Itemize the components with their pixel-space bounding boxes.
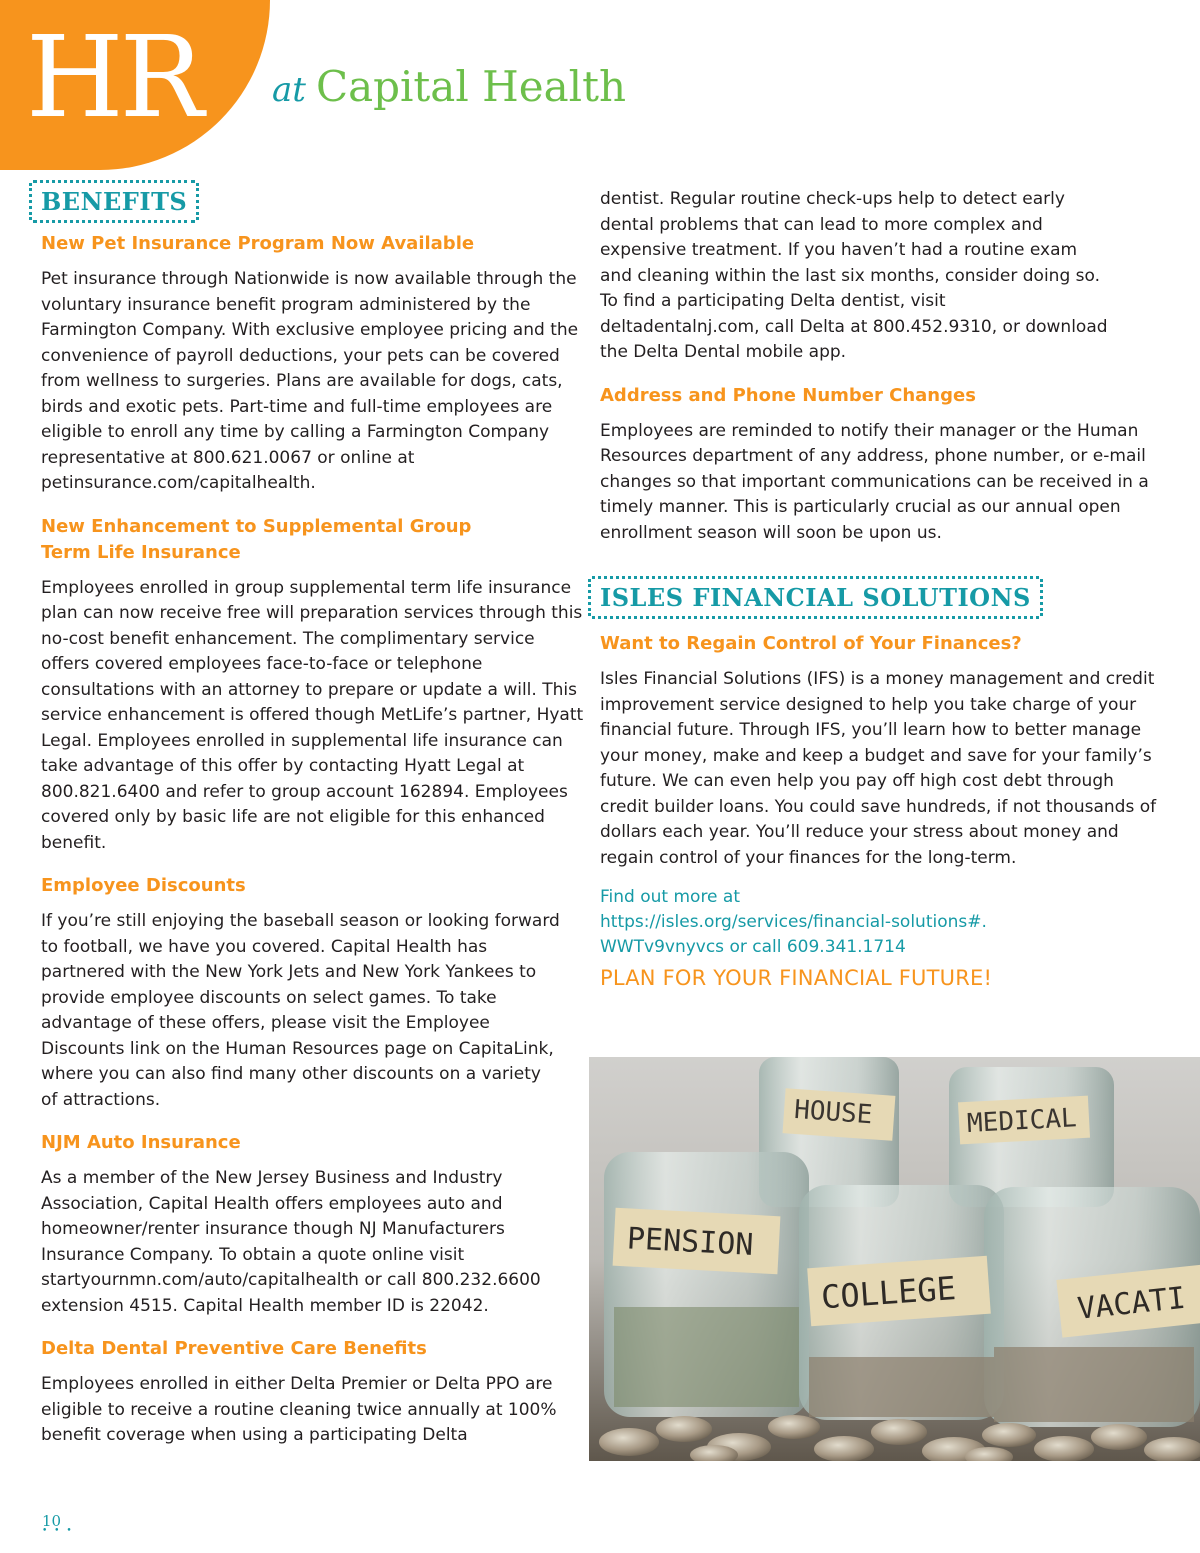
isles-link[interactable]: https://isles.org/services/financial-solutions#. bbox=[600, 912, 987, 932]
page-number-text: 10 bbox=[42, 1512, 62, 1530]
label-house: HOUSE bbox=[793, 1094, 874, 1131]
article-body-continued: dentist. Regular routine check-ups help to detect early dental problems that can lead to more complex and expensive treatment. If you haven’t had a routine exam and cleaning within the last six months, consider doing so. To find a participating Delta dentist, visit deltadentalnj.com, call Delta at 800.452.9310, or download the Delta Dental mobile app. bbox=[600, 189, 1108, 362]
right-column bbox=[600, 187, 1165, 992]
isles-title: ISLES FINANCIAL SOLUTIONS bbox=[600, 583, 1031, 612]
find-out-more bbox=[600, 885, 1165, 960]
article-heading: Want to Regain Control of Your Finances? bbox=[600, 633, 1022, 654]
label-pension: PENSION bbox=[626, 1221, 755, 1263]
benefits-section-header bbox=[33, 180, 195, 223]
find-out-more-text: Find out more at bbox=[600, 887, 741, 907]
article-heading: Address and Phone Number Changes bbox=[600, 384, 976, 406]
masthead-org: Capital Health bbox=[315, 62, 627, 111]
page-number bbox=[42, 1512, 74, 1536]
label-vacation: VACATI bbox=[1075, 1280, 1188, 1327]
page-number-dots: • • • bbox=[42, 1526, 74, 1536]
masthead-subtitle bbox=[272, 62, 626, 111]
article-body: Employees are reminded to notify their manager or the Human Resources department of any address, phone number, or e-mail changes so that important communications can be received in a timely manner. This is particularly crucial as our annual open enrollment season will soon be upon us. bbox=[600, 420, 1149, 543]
masthead-at: at bbox=[272, 70, 306, 110]
label-medical: MEDICAL bbox=[966, 1103, 1078, 1139]
article-body: If you’re still enjoying the baseball season or looking forward to football, we have you covered. Capital Health has partnered with the New York Jets and New York Yankees to provide employee discounts on select games. To take advantage of these offers, please visit the Employee Discounts link on the Human Resources page on CapitaLink, where you can also find many other discounts on a variety of attractions. bbox=[41, 911, 560, 1110]
isles-section-header bbox=[592, 576, 1039, 619]
article-heading: Delta Dental Preventive Care Benefits bbox=[41, 1338, 427, 1359]
benefits-title: BENEFITS bbox=[41, 187, 188, 216]
article-body: Employees enrolled in group supplemental term life insurance plan can now receive free will preparation services through this no-cost benefit enhancement. The complimentary service offers covered employees face-to-face or telephone consultations with an attorney to prepare or update a will. This service enhancement is offered though MetLife’s partner, Hyatt Legal. Employees enrolled in supplemental life insurance can take advantage of this offer by contacting Hyatt Legal at 800.821.6400 and refer to group account 162894. Employees covered only by basic life are not eligible for this enhanced benefit. bbox=[41, 577, 584, 853]
savings-jars-illustration bbox=[589, 1057, 1200, 1461]
label-college: COLLEGE bbox=[819, 1269, 958, 1317]
savings-jars-photo bbox=[589, 1057, 1200, 1461]
article-heading: Employee Discounts bbox=[41, 875, 246, 896]
article-heading: NJM Auto Insurance bbox=[41, 1132, 241, 1153]
article-body: Pet insurance through Nationwide is now available through the voluntary insurance benefit program administered by the Farmington Company. With exclusive employee pricing and the convenience of payroll deductions, your pets can be covered from wellness to surgeries. Plans are available for dogs, cats, birds and exotic pets. Part-time and full-time employees are eligible to enroll any time by calling a Farmington Company representative at 800.621.0067 or online at petinsurance.com/capitalhealth. bbox=[41, 269, 579, 493]
article-body: As a member of the New Jersey Business and Industry Association, Capital Health offers employees auto and homeowner/renter insurance though NJ Manufacturers Insurance Company. To obtain a quote online visit startyournmn.com/auto/capitalhealth or call 800.232.6600 extension 4515. Capital Health member ID is 22042. bbox=[41, 1168, 541, 1316]
left-column bbox=[41, 180, 586, 1449]
article-heading: New Enhancement to Supplemental Group Term Life Insurance bbox=[41, 515, 472, 563]
cta-text: PLAN FOR YOUR FINANCIAL FUTURE! bbox=[600, 966, 993, 990]
article-body: Isles Financial Solutions (IFS) is a money management and credit improvement service designed to help you take charge of your financial future. Through IFS, you’ll learn how to better manage your money, make and keep a budget and save for your family’s future. We can even help you pay off high cost debt through credit builder loans. You could save hundreds, if not thousands of dollars each year. You’ll reduce your stress about money and regain control of your finances for the long-term. bbox=[600, 669, 1157, 868]
isles-link-contact[interactable]: WWTv9vnyvcs or call 609.341.1714 bbox=[600, 937, 906, 957]
article-body: Employees enrolled in either Delta Premier or Delta PPO are eligible to receive a routine cleaning twice annually at 100% benefit coverage when using a participating Delta bbox=[41, 1374, 557, 1445]
masthead-hr: HR bbox=[26, 13, 200, 143]
article-heading: New Pet Insurance Program Now Available bbox=[41, 233, 475, 254]
